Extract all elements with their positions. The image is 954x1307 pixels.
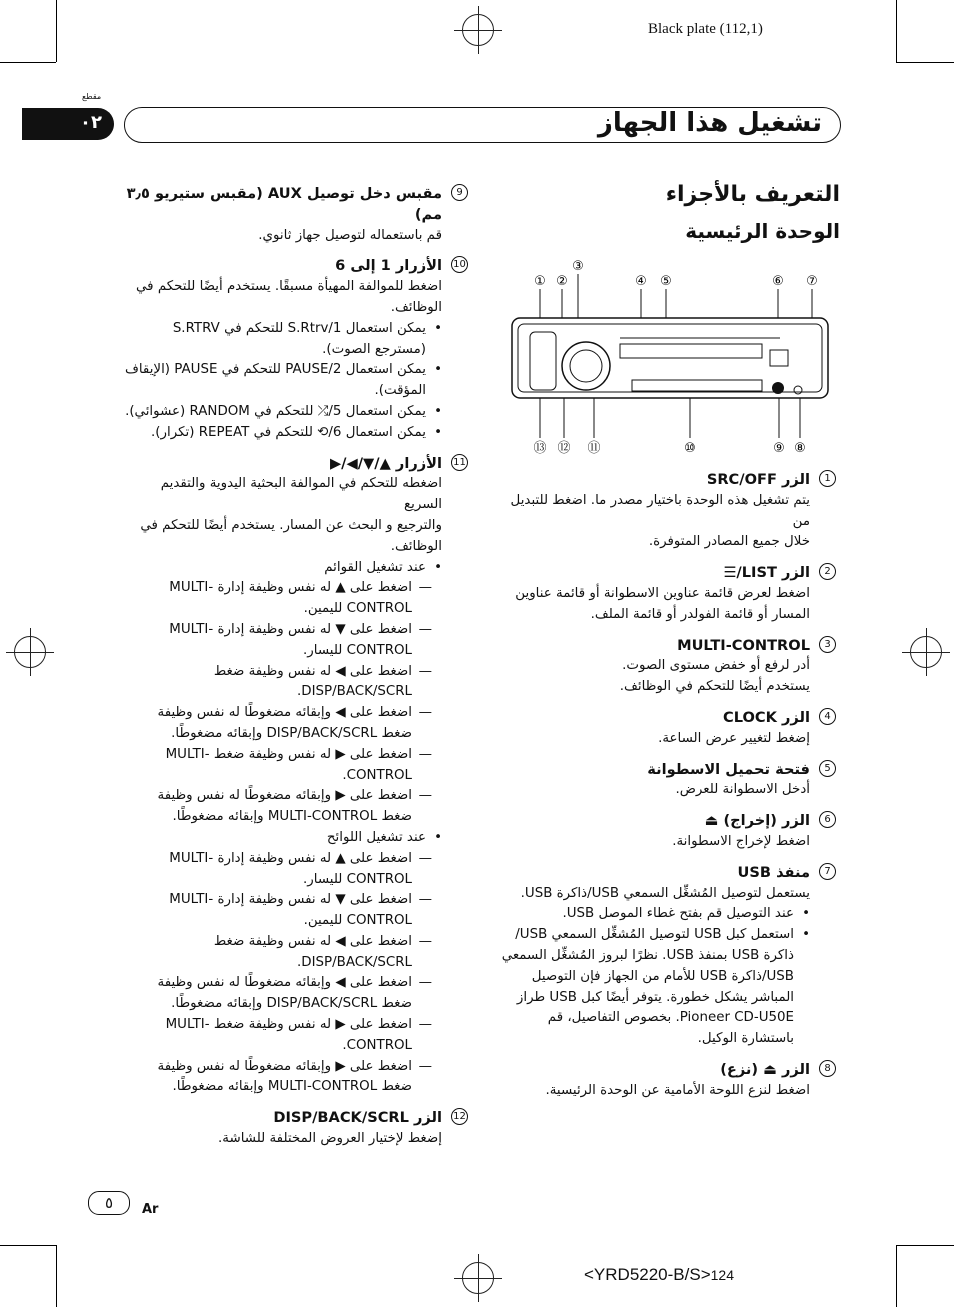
item <box>500 563 831 625</box>
item <box>124 1108 466 1150</box>
chapter-title-box <box>124 107 841 143</box>
callout-number-bottom: ⑪ <box>587 441 601 456</box>
item <box>124 454 466 1099</box>
item-number: 3 <box>819 636 836 653</box>
item-title: الزر (إخراج) ⏏ <box>704 812 810 830</box>
item-text: أدخل الاسطوانة للعرض. <box>675 782 810 798</box>
item-text: اضغط لنزع اللوحة الأمامية عن الوحدة الرئيسية. <box>545 1082 810 1098</box>
bullet-item: • يمكن استعمال PAUSE/2 للتحكم في PAUSE (الإيقاف المؤقت). <box>124 360 442 402</box>
callout-number-top: ② <box>556 274 568 289</box>
dash-item: — اضغط على ▶ له نفس وظيفة ضغط MULTI-CONTROL. <box>124 745 442 787</box>
dash-item: — اضغط على ◀ وإبقائه مضغوطًا له نفس وظيفة ضغط DISP/BACK/SCRL وإبقائه مضغوطًا. <box>124 703 442 745</box>
item-title: الأزرار ▲/▼/◀/▶ <box>329 454 442 472</box>
item-title: الزر DISP/BACK/SCRL <box>273 1109 442 1127</box>
item-title: MULTI-CONTROL <box>677 636 810 654</box>
heading-main: التعريف بالأجزاء <box>665 182 840 207</box>
crop-mark <box>0 62 56 63</box>
item-title: فتحة تحميل الاسطوانة <box>647 760 810 778</box>
crop-mark <box>896 1245 954 1246</box>
dash-item: — اضغط على ▼ له نفس وظيفة إدارة MULTI-CONTROL لليسار. <box>124 620 442 662</box>
callout-number-bottom: ⑩ <box>684 441 696 456</box>
bullet-item: • عند التوصيل قم بفتح غطاء الموصل USB. <box>500 904 810 925</box>
item <box>500 636 831 698</box>
section-label: مقطع <box>82 92 102 101</box>
callout-bottom <box>533 396 805 456</box>
item <box>500 760 831 802</box>
right-column <box>500 470 831 1112</box>
item <box>500 811 831 853</box>
item-number: 4 <box>819 708 836 725</box>
footer-page: 124 <box>710 1267 734 1283</box>
page-number: ٥ <box>88 1191 130 1215</box>
callout-number-top: ① <box>534 274 546 289</box>
item-title: منفذ USB <box>737 863 810 881</box>
crop-mark <box>56 1245 57 1307</box>
crop-mark <box>896 0 897 62</box>
callout-number-top: ⑤ <box>660 274 672 289</box>
item-text: يستعمل لتوصيل المُشغِّل السمعي USB/ذاكرة USB. <box>520 885 810 901</box>
dash-item: — اضغط على ▶ له نفس وظيفة ضغط MULTI-CONTROL. <box>124 1015 442 1057</box>
callout-number-bottom: ⑧ <box>794 441 806 456</box>
chapter-title: تشغيل هذا الجهاز <box>597 108 822 138</box>
item-text: اضغط لعرض قائمة عناوين الاسطوانة أو قائمة عناوين <box>515 585 810 601</box>
item <box>500 470 831 553</box>
item-text: اضغط لإخراج الاسطوانة. <box>672 833 810 849</box>
section-tab <box>22 108 114 140</box>
crop-mark <box>896 1245 897 1307</box>
callout-number-bottom: ⑨ <box>773 441 785 456</box>
bullet-item: • استعمل كبل USB لتوصيل المُشغِّل السمعي USB/ ذاكرة USB بمنفذ USB. نظرًا لبروز المُشغِّل السمعي USB/ذاكرة USB للأمام من الجهاز فإن التوصيل المباشر يشكل خطورة. يتوفر أيضًا كبل USB طراز Pioneer CD-U50E. بخصوص التفاصيل، قم باستشارة الوكيل. <box>500 925 810 1050</box>
item-title: الزر CLOCK <box>723 708 810 726</box>
registration-mark-icon <box>910 636 942 668</box>
item-text: اضغط للموالفة المهيأة مسبقًا. يستخدم أيضًا للتحكم في <box>136 279 442 295</box>
bullet-item: • عند تشغيل القوائم <box>124 558 442 579</box>
item-title: الزر SRC/OFF <box>706 471 810 488</box>
item-title: الزر ⏏ (نزع) <box>720 1060 810 1078</box>
plate-label: Black plate (112,1) <box>648 21 763 37</box>
dash-item: — اضغط على ◀ وإبقائه مضغوطًا له نفس وظيفة ضغط DISP/BACK/SCRL وإبقائه مضغوطًا. <box>124 973 442 1015</box>
dash-item: — اضغط على ◀ له نفس وظيفة ضغط DISP/BACK/SCRL. <box>124 662 442 704</box>
item-text: الوظائف. <box>390 299 442 315</box>
crop-mark <box>56 0 57 62</box>
item-title: الزر LIST/☰ <box>723 564 810 582</box>
left-column <box>124 184 466 1160</box>
language-code: Ar <box>142 1202 159 1217</box>
item-text: المسار أو قائمة الفولدر أو قائمة الملف. <box>590 606 810 622</box>
crop-mark <box>0 1245 56 1246</box>
callout-number-bottom: ⑫ <box>557 441 571 456</box>
footer-code: <YRD5220-B/S> <box>584 1265 711 1284</box>
item-text: اضغطه للتحكم في الموالفة البحثية اليدوية والتقديم السريع <box>160 476 442 513</box>
item <box>500 708 831 750</box>
item <box>124 184 463 246</box>
registration-mark-icon <box>462 14 494 46</box>
item-number: 2 <box>819 563 836 580</box>
bullet-item: • يمكن استعمال 6/⟲ للتحكم في REPEAT (تكرار). <box>124 423 442 444</box>
item-number: 12 <box>451 1108 468 1125</box>
callout-number-top: ⑥ <box>772 274 784 289</box>
callout-number-bottom: ⑬ <box>533 441 547 456</box>
item-text: يستخدم أيضًا للتحكم في الوظائف. <box>619 679 810 695</box>
dash-item: — اضغط على ▶ وإبقائه مضغوطًا له نفس وظيفة ضغط MULTI-CONTROL وإبقائه مضغوطًا. <box>124 1057 442 1099</box>
dash-item: — اضغط على ▲ له نفس وظيفة إدارة MULTI-CONTROL لليمين. <box>124 578 442 620</box>
heading-sub: الوحدة الرئيسية <box>685 219 840 243</box>
item-text: خلال جميع المصادر المتوفرة. <box>648 534 810 550</box>
callout-number-top: ③ <box>572 259 584 274</box>
item-number: 6 <box>819 811 836 828</box>
item-text: والترجيع و البحث عن المسار. يستخدم أيضًا للتحكم في <box>140 517 442 533</box>
head-unit-diagram <box>508 256 834 460</box>
dash-item: — اضغط على ▶ وإبقائه مضغوطًا له نفس وظيفة ضغط MULTI-CONTROL وإبقائه مضغوطًا. <box>124 786 442 828</box>
item <box>500 863 831 1050</box>
dash-item: — اضغط على ▼ له نفس وظيفة إدارة MULTI-CONTROL لليمين. <box>124 890 442 932</box>
bullet-item: • يمكن استعمال S.Rtrv/1 للتحكم في S.RTRV (مسترجع الصوت). <box>124 319 442 361</box>
section-number: ٠٢ <box>80 112 102 133</box>
item-text: يتم تشغيل هذه الوحدة باختيار مصدر ما. اضغط للتبديل من <box>510 492 810 529</box>
item-text: إضغط لإختيار العروض المختلفة للشاشة. <box>218 1131 442 1147</box>
item-number: 9 <box>451 184 468 201</box>
bullet-item: • عند تشغيل اللوائح <box>124 828 442 849</box>
dash-item: — اضغط على ▲ له نفس وظيفة إدارة MULTI-CONTROL لليسار. <box>124 849 442 891</box>
registration-mark-icon <box>462 1262 494 1294</box>
item-text: أدر لرفع أو خفض مستوى الصوت. <box>622 658 810 674</box>
registration-mark-icon <box>14 636 46 668</box>
bullet-item: • يمكن استعمال 5/⤮ للتحكم في RANDOM (عشوائي). <box>124 402 442 423</box>
item-text: إضغط لتغيير عرض الساعة. <box>658 730 810 746</box>
item-title: مقبس دخل توصيل AUX (مقبس ستيريو ٣٫٥ مم) <box>126 185 442 223</box>
item-number: 7 <box>819 863 836 880</box>
item-number: 1 <box>819 470 836 487</box>
item-title: الأزرار 1 إلى 6 <box>335 257 442 275</box>
item-number: 11 <box>451 454 468 471</box>
item <box>500 1060 831 1102</box>
item-number: 8 <box>819 1060 836 1077</box>
item <box>124 256 466 443</box>
dash-item: — اضغط على ◀ له نفس وظيفة ضغط DISP/BACK/SCRL. <box>124 932 442 974</box>
crop-mark <box>896 62 954 63</box>
item-number: 5 <box>819 760 836 777</box>
callout-number-top: ⑦ <box>806 274 818 289</box>
footer-model <box>584 1265 734 1285</box>
callout-number-top: ④ <box>635 274 647 289</box>
item-text: الوظائف. <box>390 538 442 554</box>
item-text: قم باستعماله لتوصيل جهاز ثانوي. <box>258 227 442 243</box>
item-number: 10 <box>451 256 468 273</box>
